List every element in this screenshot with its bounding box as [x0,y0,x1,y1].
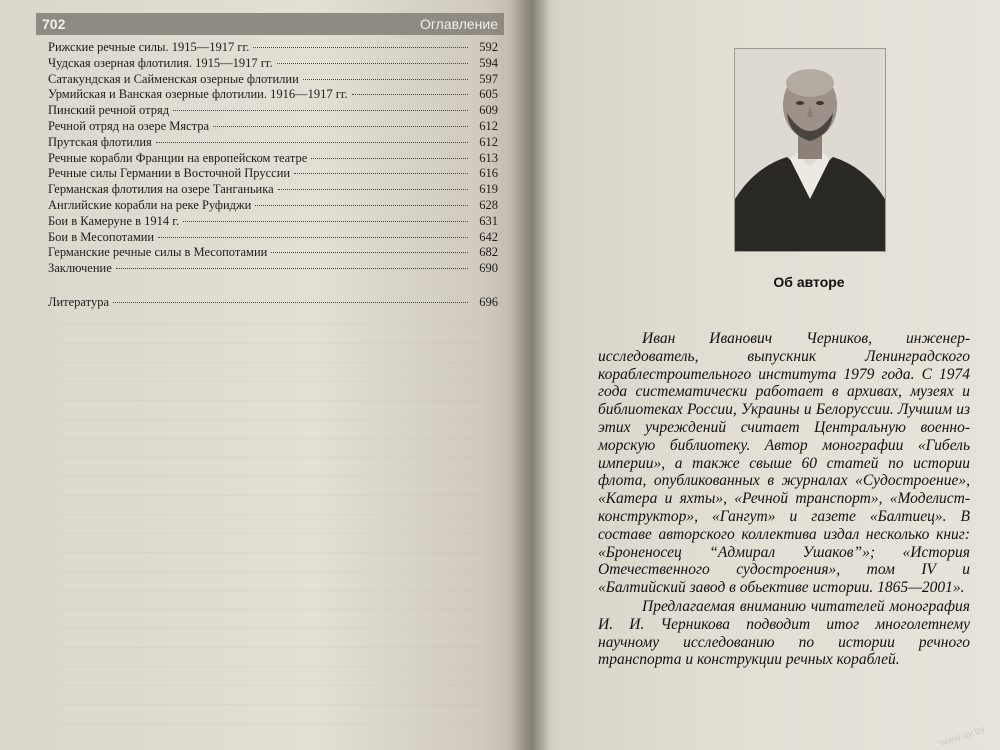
bio-paragraph: Иван Иванович Черников, инженер-исследователь, выпускник Ленинградского кораблестроительного института 1979 года. С 1974 года систематически работает в архивах, музеях и библиотеках России, Украины и Белоруссии. Лучшим из этих учреждений считает Центральную военно-морскую библиотеку. Автор монографии «Гибель империи», а также свыше 60 статей по истории флота, опубликованных в журналах «Судостроение», «Катера и яхты», «Речной транспорт», «Моделист-конструктор», «Гангут» и газете «Балтиец». В составе авторского коллектива издал несколько книг: «Броненосец “Адмирал Ушаков”»; «История Отечественного судостроения», том IV и «Балтийский завод в обьективе истории. 1865—2001». [598,330,970,597]
toc-entry-title: Сатакундская и Сайменская озерные флотилии [48,71,299,86]
toc-dot-leader [352,94,468,95]
toc-entry-page: 613 [479,150,498,165]
toc-entry [48,135,498,151]
toc-entry-title: Прутская флотилия [48,134,152,149]
toc-entry-title: Английские корабли на реке Руфиджи [48,197,252,212]
toc-entry-title: Пинский речной отряд [48,103,170,118]
toc-entry-title: Бои в Месопотамии [48,229,155,244]
toc-dot-leader [116,268,468,269]
watermark: www.ay.by [938,723,987,750]
toc-entry-page: 592 [479,40,498,54]
toc-entry-page: 619 [479,182,498,197]
toc-entry-page: 605 [479,87,498,102]
toc-entry-title: Заключение [48,261,112,276]
toc-entry-page: 682 [479,245,498,260]
table-of-contents [48,40,498,311]
toc-entry-page: 616 [479,166,498,181]
toc-entry-title: Бои в Камеруне в 1914 г. [48,213,180,228]
bio-paragraph: Предлагаемая вниманию читателей монография И. И. Черникова подводит итог многолетнему научному исследованию по истории речного транспорта и конструкции речных кораблей. [598,597,970,669]
toc-entry-title: Чудская озерная флотилия. 1915—1917 гг. [48,55,273,70]
toc-entry-page: 696 [479,294,498,309]
toc-entry-title: Рижские речные силы. 1915—1917 гг. [48,40,250,54]
toc-entry [48,151,498,167]
toc-dot-leader [271,252,468,253]
toc-entry [48,87,498,103]
running-header [36,13,504,35]
toc-dot-leader [156,142,468,143]
toc-entry-page: 609 [479,103,498,118]
toc-dot-leader [255,205,468,206]
toc-entry [48,119,498,135]
toc-dot-leader [278,189,468,190]
toc-entry-title: Речные корабли Франции на европейском театре [48,150,308,165]
toc-entry-title: Германские речные силы в Месопотамии [48,245,268,260]
show-through-text [60,310,480,730]
toc-dot-leader [311,158,468,159]
toc-entry-title: Урмийская и Ванская озерные флотилии. 1916—1917 гг. [48,87,348,102]
toc-dot-leader [113,302,468,303]
toc-dot-leader [158,237,468,238]
toc-entry-page: 612 [479,118,498,133]
toc-entry-title: Литература [48,294,109,309]
toc-entry-literature [48,295,498,311]
toc-entry-page: 690 [479,261,498,276]
book-gutter [510,0,550,750]
toc-entry [48,261,498,277]
toc-entry-title: Речной отряд на озере Мястра [48,118,210,133]
toc-entry-page: 612 [479,134,498,149]
section-title: Оглавление [419,16,498,32]
toc-dot-leader [183,221,468,222]
toc-entry [48,198,498,214]
toc-entry [48,72,498,88]
toc-dot-leader [173,110,468,111]
toc-entry [48,103,498,119]
author-bio [598,330,970,669]
toc-spacer [48,277,498,295]
toc-dot-leader [303,79,468,80]
toc-entry [48,214,498,230]
toc-entry-page: 642 [479,229,498,244]
toc-entry-page: 597 [479,71,498,86]
toc-dot-leader [253,47,468,48]
toc-entry [48,166,498,182]
toc-entry-page: 628 [479,197,498,212]
page-number: 702 [42,16,66,32]
toc-dot-leader [213,126,468,127]
toc-dot-leader [277,63,468,64]
toc-entry [48,56,498,72]
toc-entry-page: 594 [479,55,498,70]
toc-entry [48,182,498,198]
toc-entry [48,40,498,56]
toc-entry [48,245,498,261]
toc-entry-title: Речные силы Германии в Восточной Пруссии [48,166,291,181]
author-portrait [734,48,886,252]
toc-entry-page: 631 [479,213,498,228]
toc-dot-leader [294,173,468,174]
about-author-heading: Об авторе [773,274,845,290]
toc-entry [48,230,498,246]
toc-entry-title: Германская флотилия на озере Танганьика [48,182,274,197]
